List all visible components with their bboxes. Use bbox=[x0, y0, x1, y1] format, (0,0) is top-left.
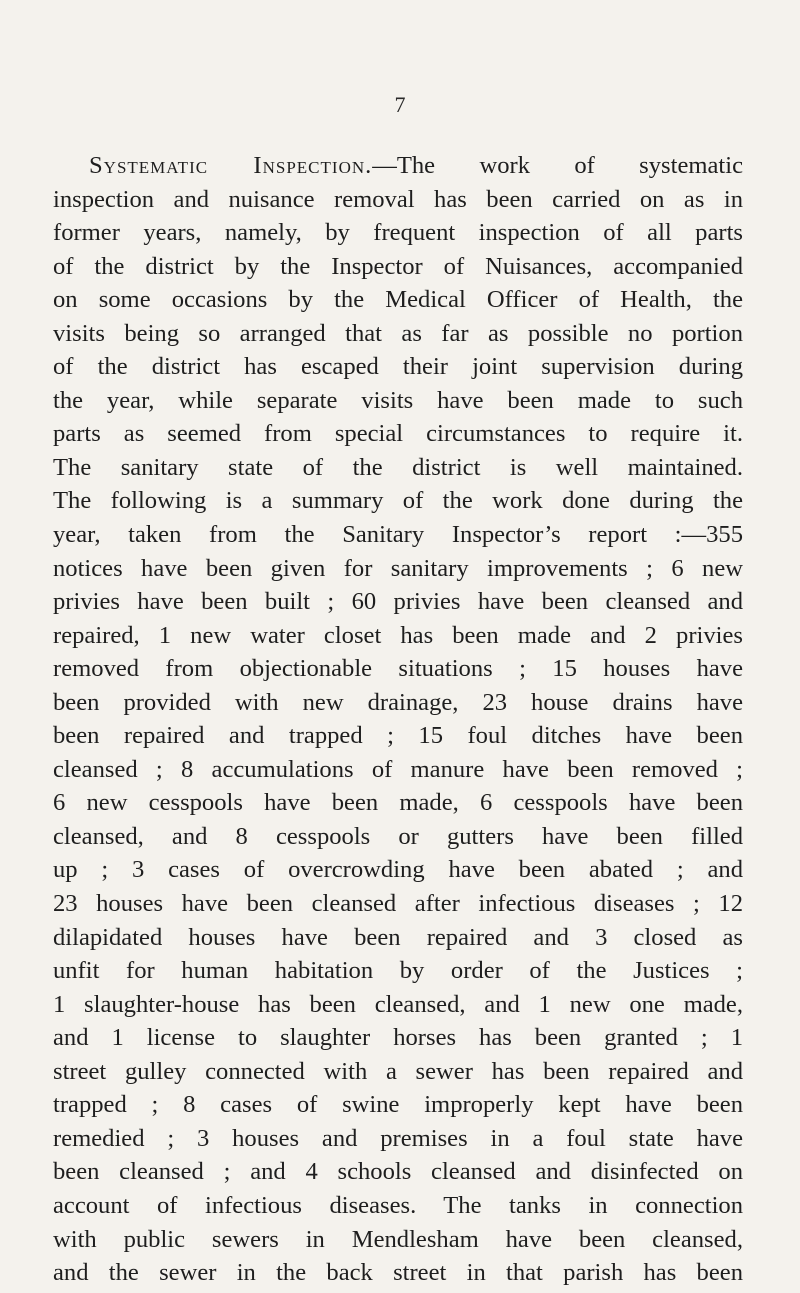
section-heading: Systematic Inspection. bbox=[89, 152, 373, 179]
text-line: privies have been built ; 60 privies have been cleansed and bbox=[53, 588, 743, 616]
text-line: visits being so arranged that as far as possible no portion bbox=[53, 319, 743, 347]
text-line: repaired, 1 new water closet has been made and 2 privies bbox=[53, 621, 743, 649]
text-line: the year, while separate visits have been made to such bbox=[53, 386, 743, 414]
text-line: trapped ; 8 cases of swine improperly kept have been bbox=[53, 1091, 743, 1119]
text-line: The following is a summary of the work done during the bbox=[53, 487, 743, 515]
text-line: with public sewers in Mendlesham have been cleansed, bbox=[53, 1225, 743, 1253]
text-line: cleansed, and 8 cesspools or gutters have been filled bbox=[53, 822, 743, 850]
text-line: account of infectious diseases. The tanks in connection bbox=[53, 1191, 743, 1219]
page-number: 7 bbox=[394, 92, 406, 117]
text-line: and the sewer in the back street in that parish has been bbox=[53, 1259, 743, 1287]
text-line: of the district by the Inspector of Nuisances, accompanied bbox=[53, 252, 743, 280]
text-line: remedied ; 3 houses and premises in a foul state have bbox=[53, 1124, 743, 1152]
text-line: and 1 license to slaughter horses has been granted ; 1 bbox=[53, 1024, 743, 1052]
text-line: 6 new cesspools have been made, 6 cesspools have been bbox=[53, 789, 743, 817]
text-line: notices have been given for sanitary improvements ; 6 new bbox=[53, 554, 743, 582]
text-line: year, taken from the Sanitary Inspector’s report :—355 bbox=[53, 521, 743, 549]
text-line: removed from objectionable situations ; 15 houses have bbox=[53, 655, 743, 683]
text-line: cleansed ; 8 accumulations of manure have been removed ; bbox=[53, 755, 743, 783]
text-line: of the district has escaped their joint supervision during bbox=[53, 353, 743, 381]
text-line bbox=[53, 149, 743, 183]
text-line: inspection and nuisance removal has been carried on as in bbox=[53, 185, 743, 213]
text-line: up ; 3 cases of overcrowding have been abated ; and bbox=[53, 856, 743, 884]
text-line: on some occasions by the Medical Officer of Health, the bbox=[53, 286, 743, 314]
text-line: 1 slaughter-house has been cleansed, and 1 new one made, bbox=[53, 990, 743, 1018]
text-line: 23 houses have been cleansed after infectious diseases ; 12 bbox=[53, 890, 743, 918]
text-line: parts as seemed from special circumstances to require it. bbox=[53, 420, 743, 448]
text-line: been cleansed ; and 4 schools cleansed and disinfected on bbox=[53, 1158, 743, 1186]
text-line: former years, namely, by frequent inspection of all parts bbox=[53, 219, 743, 247]
text-line: The sanitary state of the district is well maintained. bbox=[53, 453, 743, 481]
text-line: unfit for human habitation by order of the Justices ; bbox=[53, 957, 743, 985]
text-line: been repaired and trapped ; 15 foul ditches have been bbox=[53, 722, 743, 750]
text-line-fragment: —The work of systematic bbox=[372, 152, 743, 179]
text-line: street gulley connected with a sewer has been repaired and bbox=[53, 1057, 743, 1085]
text-line: been provided with new drainage, 23 house drains have bbox=[53, 688, 743, 716]
body-text bbox=[53, 149, 743, 1290]
text-line: dilapidated houses have been repaired and 3 closed as bbox=[53, 923, 743, 951]
